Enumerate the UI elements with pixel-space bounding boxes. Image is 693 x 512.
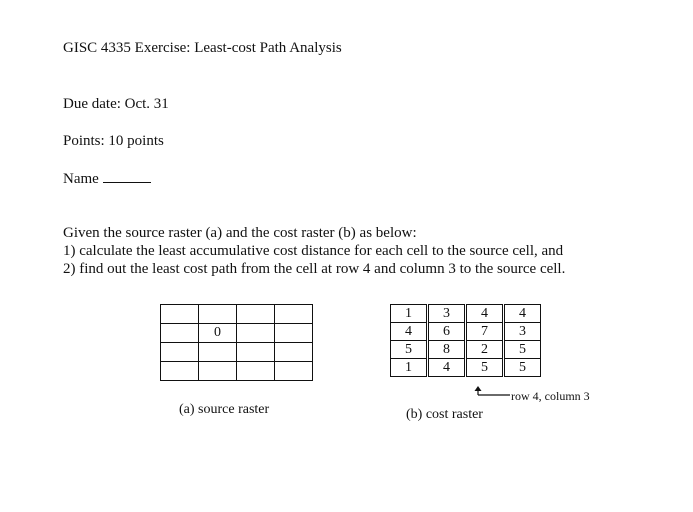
source-row-2	[161, 324, 313, 343]
cost-cell: 4	[504, 305, 541, 323]
cost-row-1	[391, 305, 541, 323]
source-cell	[237, 324, 275, 343]
source-cell	[275, 324, 313, 343]
source-cell	[161, 343, 199, 362]
cost-cell: 4	[391, 323, 428, 341]
source-raster-caption: (a) source raster	[179, 402, 270, 417]
cost-cell: 1	[391, 359, 428, 377]
cost-cell: 4	[466, 305, 504, 323]
instruction-item-2: 2) find out the least cost path from the cell at row 4 and column 3 to the source cell.	[63, 261, 566, 277]
source-raster-grid	[160, 304, 313, 381]
source-cell	[237, 362, 275, 381]
cost-cell: 7	[466, 323, 504, 341]
source-cell	[275, 343, 313, 362]
source-cell	[199, 362, 237, 381]
source-cell	[275, 305, 313, 324]
cost-row-3	[391, 341, 541, 359]
cost-row-2	[391, 323, 541, 341]
name-line	[63, 169, 151, 188]
instruction-item-1: 1) calculate the least accumulative cost distance for each cell to the source cell, and	[63, 243, 564, 259]
name-label: Name	[63, 171, 99, 187]
source-row-1	[161, 305, 313, 324]
source-row-4	[161, 362, 313, 381]
pointer-arrow-icon	[472, 386, 512, 400]
source-cell	[161, 305, 199, 324]
target-cell-annotation: row 4, column 3	[511, 389, 590, 403]
points: Points: 10 points	[63, 133, 164, 149]
source-cell	[199, 305, 237, 324]
cost-cell: 2	[466, 341, 504, 359]
cost-cell: 1	[391, 305, 428, 323]
source-cell-origin: 0	[199, 324, 237, 343]
cost-cell: 4	[428, 359, 466, 377]
cost-cell: 6	[428, 323, 466, 341]
cost-cell: 3	[504, 323, 541, 341]
instructions-intro: Given the source raster (a) and the cost raster (b) as below:	[63, 225, 417, 241]
cost-raster-caption: (b) cost raster	[406, 407, 483, 422]
cost-cell: 8	[428, 341, 466, 359]
cost-raster-grid	[390, 304, 541, 377]
source-cell	[161, 362, 199, 381]
cost-cell: 5	[504, 341, 541, 359]
cost-row-4	[391, 359, 541, 377]
source-cell	[237, 343, 275, 362]
source-cell	[275, 362, 313, 381]
cost-cell: 5	[391, 341, 428, 359]
source-row-3	[161, 343, 313, 362]
due-date: Due date: Oct. 31	[63, 96, 169, 112]
source-cell	[161, 324, 199, 343]
cost-cell: 5	[504, 359, 541, 377]
document-title: GISC 4335 Exercise: Least-cost Path Analysis	[63, 40, 342, 56]
cost-cell-target: 5	[466, 359, 504, 377]
source-cell	[237, 305, 275, 324]
cost-cell: 3	[428, 305, 466, 323]
name-blank-underline	[103, 169, 151, 183]
source-cell	[199, 343, 237, 362]
